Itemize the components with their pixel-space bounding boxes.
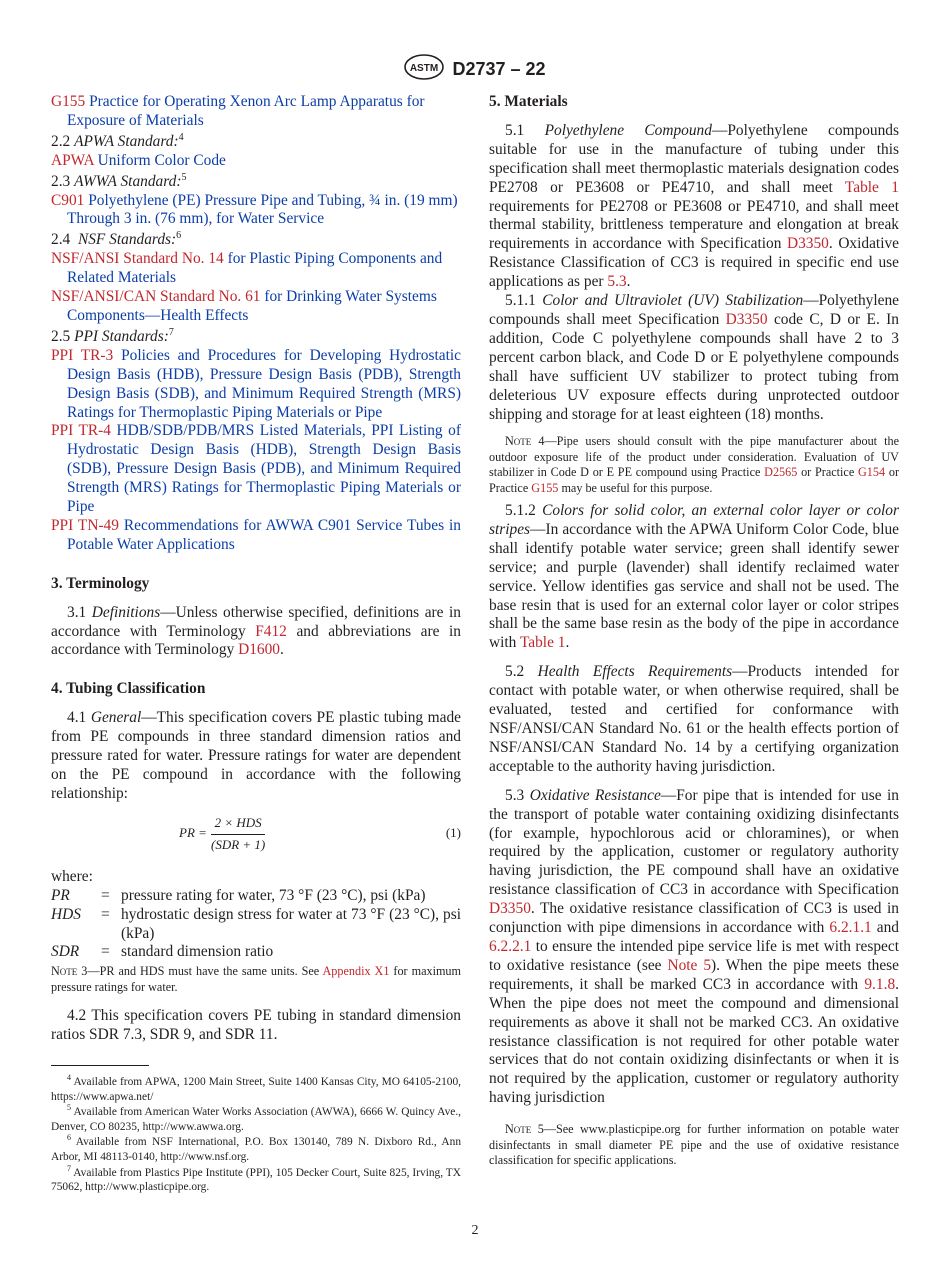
equation-number: (1) (445, 824, 461, 840)
section-5-heading: 5. Materials (489, 93, 568, 110)
footnote-5: $^5$ Available from American Water Works Association (AWWA), 6666 W. Quincy Ave., Denver, CO 80235, http://www.awwa.org. (51, 1103, 462, 1133)
footnote-rule (51, 1065, 149, 1066)
reference-code[interactable]: PPI TN-49 (51, 516, 119, 534)
reference-title[interactable]: for Plastic Piping Components and Related Materials (67, 250, 443, 287)
reference-code[interactable]: APWA (51, 151, 94, 169)
reference-title[interactable]: Practice for Operating Xenon Arc Lamp Apparatus for Exposure of Materials (67, 93, 425, 129)
link-table-1[interactable]: Table 1 (844, 178, 899, 196)
definitions-table (51, 887, 461, 963)
page-header (0, 54, 950, 85)
reference-nsf-14 (51, 250, 461, 288)
footnote-6: $^6$ Available from NSF International, P.O. Box 130140, 789 N. Dixboro Rd., Ann Arbor, MI 48113-0140, http://www.nsf.org. (51, 1133, 462, 1163)
definition-row: PR = pressure rating for water, 73 °F (23 °C), psi (kPa) (51, 886, 426, 904)
astm-logo-text: ASTM (410, 63, 439, 74)
paragraph-5-3: 5.3 Oxidative Resistance—For pipe that is intended for use in the transport of potable water containing oxidizing disinfectants (for example, hypochlorous acid or chloramines), or when required by the application, customer or regulatory authority having jurisdiction, the PE compound shall have an oxidative resistance classification of CC3 in accordance with Specification D3350. The oxidative resistance classification of CC3 is used in conjunction with pipe dimensions in accordance with 6.2.1.1 and 6.2.2.1 to ensure the intended pipe service life is met with respect to oxidative resistance (see Note 5). When the pipe meets these requirements, it shall be marked CC3 in accordance with 9.1.8. When the pipe does not meet the compound and dimensional requirements as above it shall not be marked CC3. An oxidative resistance classification is not required for other potable water services that do not contain oxidizing disinfectants or when it is not required by the application, customer or regulatory authority having jurisdiction (489, 786, 899, 1107)
link-g154[interactable]: G154 (858, 465, 886, 480)
paragraph-4-2: 4.2 This specification covers PE tubing in standard dimension ratios SDR 7.3, SDR 9, and SDR 11. (51, 1007, 461, 1044)
reference-code[interactable]: C901 (51, 191, 85, 209)
paragraph-5-1-2: 5.1.2 Colors for solid color, an external color layer or color stripes—In accordance with the APWA Uniform Color Code, blue shall identify potable water service; green shall identify sewer service; and purple (lavender) shall identify reclaimed water service. Yellow identifies gas service and shall not be used. The base resin that is used for an external color layer or color stripes shall be the same base resin as the body of the pipe in accordance with Table 1. (489, 502, 899, 652)
reference-apwa (51, 152, 461, 171)
section-2-5: 2.5 PPI Standards:$^7$ (51, 326, 174, 345)
reference-title[interactable]: Recommendations for AWWA C901 Service Tubes in Potable Water Applications (67, 516, 461, 553)
reference-title[interactable]: for Drinking Water Systems Components—Health Effects (67, 288, 437, 324)
reference-title[interactable]: HDB/SDB/PDB/MRS Listed Materials, PPI Listing of Hydrostatic Design Basis (HDB), Strength Design Basis (SDB), Pressure Design Basis (PDB), and Minimum Required Strength (MRS) Ratings for Thermoplastic Piping Materials or Pipe (67, 422, 461, 516)
equation-numerator: 2 × HDS (211, 814, 265, 835)
note-3: Note 3—PR and HDS must have the same units. See Appendix X1 for maximum pressure ratings for water. (51, 964, 462, 994)
section-2-4: 2.4 NSF Standards:$^6$ (51, 230, 182, 249)
section-3-heading: 3. Terminology (51, 574, 150, 592)
section-2-2: 2.2 APWA Standard:$^4$ (51, 131, 184, 150)
link-appendix-x1[interactable]: Appendix X1 (322, 964, 390, 979)
link-d3350[interactable]: D3350 (725, 310, 768, 328)
footnote-7: $^7$ Available from Plastics Pipe Institute (PPI), 105 Decker Court, Suite 825, Irving, TX 75062, http://www.plasticpipe.org. (51, 1163, 461, 1194)
left-column (51, 93, 461, 1045)
document-id: D2737 – 22 (452, 59, 546, 79)
equation-lhs: PR = (179, 824, 207, 840)
reference-code[interactable]: NSF/ANSI/CAN Standard No. 61 (51, 288, 261, 306)
paragraph-5-1: 5.1 Polyethylene Compound—Polyethylene compounds suitable for use in the manufacture of tubing under this specification shall meet thermoplastic materials designation codes PE2708 or PE3608 or PE4710, and shall meet Table 1 requirements for PE2708 or PE3608 or PE4710, and shall meet thermal stability, brittleness temperature and elongation at break requirements in accordance with Specification D3350. Oxidative Resistance Classification of CC3 is required in specific end use applications as per 5.3. (489, 121, 900, 291)
paragraph-5-2: 5.2 Health Effects Requirements—Products intended for contact with potable water, or when otherwise required, shall be evaluated, tested and certified for conformance with NSF/ANSI/CAN Standard No. 61 or the health effects portion of NSF/ANSI/CAN Standard No. 14 by a certifying organization acceptable to the authority having jurisdiction. (489, 663, 899, 775)
paragraph-4-1: 4.1 General—This specification covers PE plastic tubing made from PE compounds in three standard dimension ratios and pressure rated for water. Pressure ratings for water are dependent on the PE compound in accordance with the following relationship: (51, 709, 461, 802)
where-label: where: (51, 867, 93, 885)
reference-code[interactable]: PPI TR-4 (51, 422, 111, 440)
reference-title[interactable]: Uniform Color Code (97, 151, 226, 169)
link-5-3[interactable]: 5.3 (607, 273, 627, 291)
reference-title[interactable]: Policies and Procedures for Developing Hydrostatic Design Basis (HDB), Pressure Design Basis (PDB), Strength Design Basis (SDB), and Minimum Required Strength (MRS) Ratings for Thermoplastic Piping Materials or Pipe (67, 346, 461, 421)
page-number: 2 (471, 1223, 479, 1238)
link-f412[interactable]: F412 (255, 622, 287, 640)
note-4: Note 4—Pipe users should consult with the pipe manufacturer about the outdoor exposure life of the product under consideration. Evaluation of UV stabilizer in Code D or E PE compound using Practice D2565 or Practice G154 or Practice G155 may be useful for this purpose. (489, 434, 900, 495)
reference-ppi-tr3 (51, 347, 461, 423)
link-note-5[interactable]: Note 5 (667, 956, 712, 974)
definition-row: SDR = standard dimension ratio (51, 943, 274, 961)
link-6-2-2-1[interactable]: 6.2.2.1 (489, 937, 532, 955)
footnote-4: $^4$ Available from APWA, 1200 Main Street, Suite 1400 Kansas City, MO 64105-2100, https://www.apwa.net/ (51, 1073, 462, 1103)
reference-nsf-61 (51, 288, 461, 326)
section-4-heading: 4. Tubing Classification (51, 680, 206, 698)
reference-g155 (51, 93, 461, 131)
reference-code[interactable]: NSF/ANSI Standard No. 14 (51, 250, 224, 268)
equation-1 (51, 812, 461, 856)
link-d2565[interactable]: D2565 (764, 465, 798, 480)
link-d3350[interactable]: D3350 (489, 900, 531, 918)
reference-code[interactable]: G155 (51, 93, 86, 110)
note-5: Note 5—See www.plasticpipe.org for further information on potable water disinfectants in small diameter PE pipe and the use of oxidative resistance classification for specific applications. (489, 1122, 899, 1167)
equation-fraction (211, 814, 265, 855)
reference-code[interactable]: PPI TR-3 (51, 346, 114, 364)
section-2-3: 2.3 AWWA Standard:$^5$ (51, 171, 187, 190)
link-9-1-8[interactable]: 9.1.8 (864, 975, 896, 993)
equation-denominator: (SDR + 1) (211, 836, 266, 852)
right-column (489, 93, 899, 1174)
reference-c901 (51, 192, 461, 230)
link-6-2-1-1[interactable]: 6.2.1.1 (829, 919, 872, 937)
paragraph-3-1: 3.1 Definitions—Unless otherwise specified, definitions are in accordance with Terminology F412 and abbreviations are in accordance with Terminology D1600. (51, 603, 461, 659)
link-table-1[interactable]: Table 1 (519, 634, 566, 652)
reference-ppi-tr4 (51, 422, 461, 517)
link-d3350[interactable]: D3350 (786, 235, 829, 253)
footnotes (51, 1075, 461, 1196)
reference-title[interactable]: Polyethylene (PE) Pressure Pipe and Tubing, ¾ in. (19 mm) Through 3 in. (76 mm), for Water Service (67, 191, 458, 228)
link-g155[interactable]: G155 (531, 480, 559, 495)
astm-logo-icon (404, 54, 444, 85)
link-d1600[interactable]: D1600 (238, 641, 281, 659)
paragraph-5-1-1: 5.1.1 Color and Ultraviolet (UV) Stabilization—Polyethylene compounds shall meet Specification D3350 code C, D or E. In addition, Code C polyethylene compounds shall have 2 to 3 percent carbon black, and Code D or E polyethylene compounds shall have sufficient UV stabilizer to protect tubing from deleterious UV exposure effects during unprotected outdoor shipping and storage for at least eighteen (18) months. (489, 292, 899, 423)
reference-ppi-tn49 (51, 517, 461, 555)
definition-row: HDS = hydrostatic design stress for water at 73 °F (23 °C), psi (kPa) (51, 905, 461, 942)
